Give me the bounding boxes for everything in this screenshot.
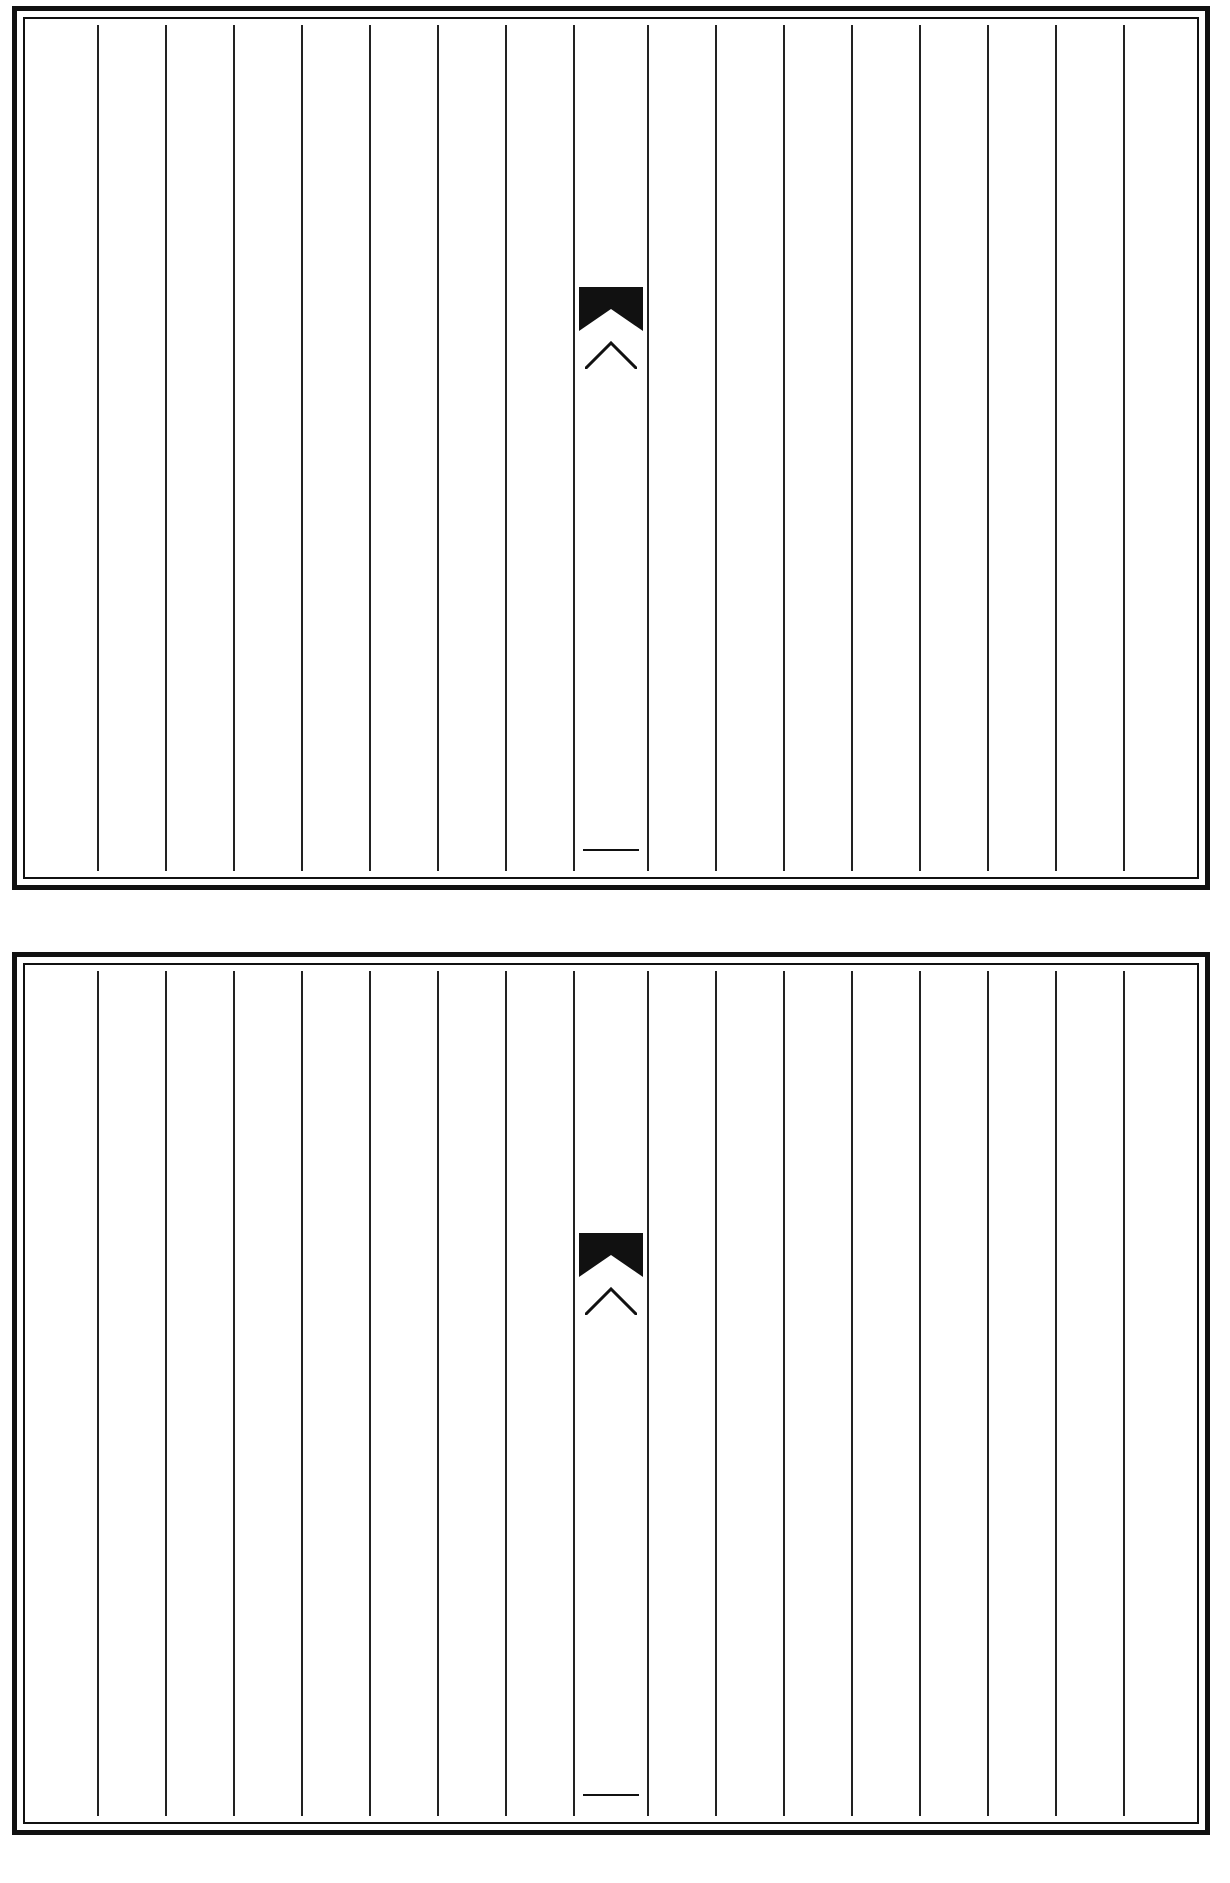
- text-column: [1055, 971, 1123, 1816]
- text-column: [1123, 25, 1191, 871]
- text-columns: [31, 971, 1191, 1816]
- text-column: [919, 25, 987, 871]
- text-column: [97, 971, 165, 1816]
- text-column: [851, 971, 919, 1816]
- text-column: [369, 971, 437, 1816]
- fish-tail-ornament-icon: [585, 1283, 637, 1315]
- text-column: [31, 971, 97, 1816]
- text-column: [1055, 25, 1123, 871]
- text-column: [437, 25, 505, 871]
- divider: [583, 849, 639, 851]
- page-upper: [12, 6, 1210, 890]
- center-column: [573, 25, 647, 871]
- text-column: [783, 971, 851, 1816]
- fish-tail-ornament-icon: [579, 1233, 643, 1277]
- fish-tail-ornament-icon: [585, 337, 637, 369]
- text-column: [301, 971, 369, 1816]
- text-column: [301, 25, 369, 871]
- text-column: [165, 25, 233, 871]
- text-column: [165, 971, 233, 1816]
- center-column: [573, 971, 647, 1816]
- text-column: [233, 971, 301, 1816]
- text-column: [783, 25, 851, 871]
- text-column: [31, 25, 97, 871]
- text-column: [437, 971, 505, 1816]
- text-column: [647, 971, 715, 1816]
- text-column: [505, 25, 573, 871]
- text-column: [851, 25, 919, 871]
- divider: [583, 1794, 639, 1796]
- text-column: [647, 25, 715, 871]
- text-column: [715, 971, 783, 1816]
- text-column: [715, 25, 783, 871]
- text-column: [987, 971, 1055, 1816]
- text-column: [97, 25, 165, 871]
- text-column: [987, 25, 1055, 871]
- text-columns: [31, 25, 1191, 871]
- fish-tail-ornament-icon: [579, 287, 643, 331]
- page-lower: [12, 952, 1210, 1835]
- text-column: [505, 971, 573, 1816]
- text-column: [919, 971, 987, 1816]
- text-column: [369, 25, 437, 871]
- text-column: [233, 25, 301, 871]
- text-column: [1123, 971, 1191, 1816]
